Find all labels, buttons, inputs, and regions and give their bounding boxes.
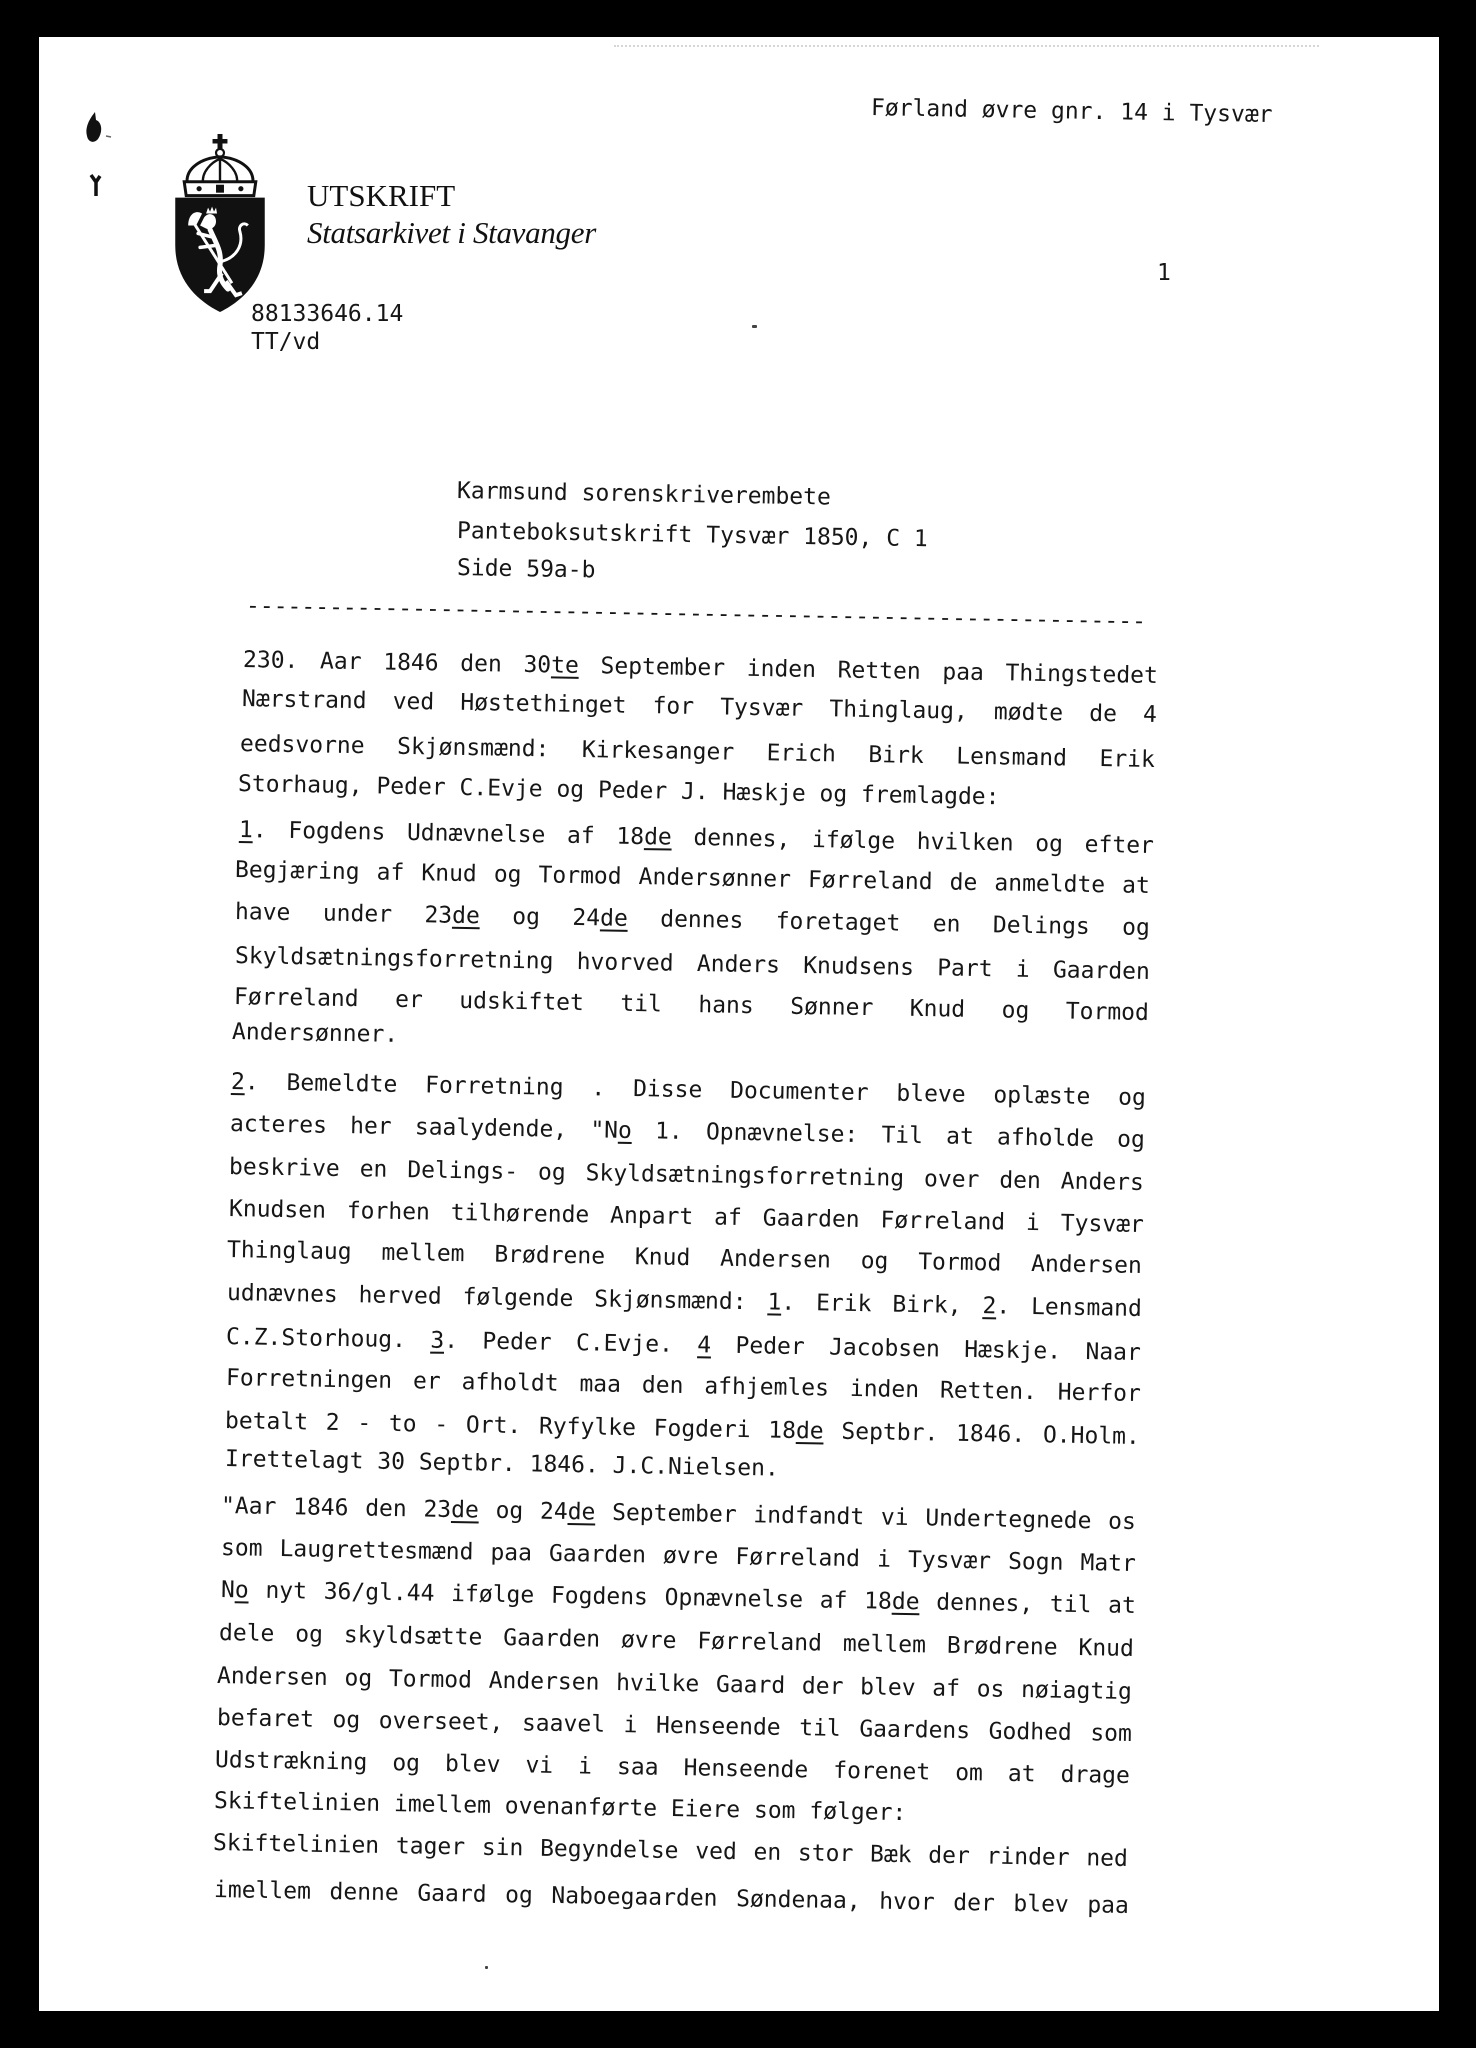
- stamp-title: UTSKRIFT: [307, 178, 456, 213]
- text-run: Storhaug, Peder C.Evje og Peder J. Hæskje og fremlagde:: [237, 771, 1000, 811]
- underlined-text: de: [643, 824, 673, 851]
- underlined-text: de: [567, 1499, 596, 1526]
- text-run: Irettelagt 30 Septbr. 1846. J.C.Nielsen.: [224, 1446, 780, 1482]
- text-run: Skiftelinien tager sin Begyndelse ved en stor Bæk der rinder ned: [212, 1830, 1129, 1872]
- scan-speck: [752, 325, 757, 328]
- text-run: dennes, ifølge hvilken og efter: [671, 824, 1155, 859]
- text-run: betalt 2 - to - Ort. Ryfylke Fogderi 18: [224, 1408, 797, 1444]
- text-run: udnævnes herved følgende Skjønsmænd:: [226, 1280, 768, 1316]
- underlined-text: de: [599, 905, 629, 932]
- text-run: Thinglaug mellem Brødrene Knud Andersen og Tormod Andersen: [226, 1237, 1143, 1279]
- text-run: eedsvorne Skjønsmænd: Kirkesanger Erich Birk Lensmand Erik: [239, 731, 1156, 773]
- text-run: som Laugrettesmænd paa Gaarden øvre Førreland i Tysvær Sogn Matr: [220, 1535, 1137, 1577]
- text-run: acteres her saalydende, "N: [229, 1111, 619, 1144]
- ink-dash: [106, 136, 111, 137]
- text-run: nyt 36/gl.44 ifølge Fogdens Opnævnelse af 18: [248, 1577, 893, 1615]
- crown-icon: [184, 134, 256, 196]
- text-run: . Peder C.Evje.: [443, 1327, 698, 1359]
- text-run: dennes, til at: [919, 1589, 1137, 1619]
- source-office: Karmsund sorenskriverembete: [456, 478, 832, 511]
- underlined-text: 2: [982, 1293, 997, 1320]
- text-run: . Bemeldte Forretning . Disse Documenter bleve oplæste og: [244, 1069, 1147, 1111]
- underlined-text: 4: [697, 1332, 712, 1359]
- body-line: [232, 1021, 399, 1047]
- ink-blot: [86, 112, 101, 142]
- text-run: befaret og overseet, saavel i Henseende til Gaardens Godhed som: [216, 1705, 1133, 1747]
- underlined-text: 2: [230, 1069, 246, 1096]
- text-run: Nærstrand ved Høstethinget for Tysvær Thinglaug, mødte de 4: [241, 686, 1158, 728]
- text-run: Forretningen er afholdt maa den afhjemles inden Retten. Herfor: [225, 1365, 1142, 1407]
- archive-name: Statsarkivet i Stavanger: [307, 215, 596, 250]
- scan-speck: [84, 112, 114, 202]
- text-run: . Fogdens Udnævnelse af 18: [252, 817, 645, 851]
- underlined-text: 1: [767, 1289, 782, 1316]
- underlined-text: 3: [430, 1327, 445, 1354]
- text-run: og 24: [478, 1497, 568, 1526]
- scan-artifact-line: [614, 45, 1319, 47]
- text-run: Andersen og Tormod Andersen hvilke Gaard der blev af os nøiagtig: [216, 1663, 1133, 1705]
- crown-jewel: [197, 186, 202, 191]
- underlined-text: te: [550, 652, 580, 679]
- text-run: Førreland er udskiftet til hans Sønner Knud og Tormod: [233, 984, 1150, 1026]
- underlined-text: de: [450, 1497, 480, 1524]
- underlined-text: o: [617, 1117, 633, 1145]
- text-run: Knudsen forhen tilhørende Anpart af Gaarden Førreland i Tysvær: [228, 1196, 1145, 1238]
- text-run: Skiftelinien imellem ovenanførte Eiere som følger:: [213, 1788, 907, 1827]
- underlined-text: de: [795, 1417, 824, 1445]
- text-run: Begjæring af Knud og Tormod Andersønner Førreland de anmeldte at: [234, 857, 1151, 899]
- crown-cross: [213, 134, 228, 149]
- underlined-text: 1: [238, 817, 254, 844]
- crown-jewel: [238, 186, 243, 191]
- text-run: og 24: [479, 903, 601, 932]
- text-run: Peder Jacobsen Hæskje. Naar: [710, 1332, 1142, 1366]
- text-run: Udstrækning og blev vi i saa Henseende forenet om at drage: [214, 1747, 1131, 1789]
- document-number: 88133646.14: [251, 301, 404, 327]
- text-run: "Aar 1846 den 23: [220, 1493, 452, 1524]
- underlined-text: de: [451, 902, 481, 930]
- text-run: C.Z.Storhoug.: [225, 1324, 431, 1354]
- text-run: beskrive en Delings- og Skyldsætningsforretning over den Anders: [228, 1154, 1145, 1196]
- text-run: . Erik Birk,: [781, 1289, 983, 1320]
- separator-line: -----------------------------------------------------------------: [245, 593, 1147, 635]
- text-run: 1. Opnævnelse: Til at afholde og: [631, 1118, 1146, 1153]
- text-run: Andersønner.: [231, 1019, 399, 1048]
- scan-speck: [485, 1966, 488, 1969]
- ink-mark: [91, 175, 100, 196]
- coat-of-arms-icon: [170, 134, 270, 313]
- source-record: Panteboksutskrift Tysvær 1850, C 1: [456, 518, 928, 553]
- text-run: Septbr. 1846. O.Holm.: [823, 1418, 1141, 1450]
- text-run: have under 23: [234, 899, 453, 929]
- text-run: 230. Aar 1846 den 30: [242, 647, 552, 679]
- property-reference: Førland øvre gnr. 14 i Tysvær: [870, 95, 1273, 129]
- text-run: Skyldsætningsforretning hvorved Anders Knudsens Part i Gaarden: [234, 943, 1151, 985]
- text-run: dele og skyldsætte Gaarden øvre Førreland mellem Brødrene Knud: [218, 1620, 1135, 1662]
- text-run: dennes foretaget en Delings og: [627, 905, 1151, 941]
- text-run: September indfandt vi Undertegnede os: [595, 1499, 1137, 1535]
- crown-jewel: [216, 185, 224, 193]
- text-run: imellem denne Gaard og Naboegaarden Søndenaa, hvor der blev paa: [213, 1877, 1130, 1919]
- source-pages: Side 59a-b: [456, 555, 596, 584]
- text-run: N: [220, 1577, 236, 1604]
- page-number: 1: [1157, 260, 1171, 286]
- underlined-text: de: [891, 1588, 920, 1616]
- underlined-text: o: [234, 1577, 249, 1604]
- text-run: . Lensmand: [996, 1293, 1143, 1322]
- initials: TT/vd: [251, 329, 321, 355]
- text-run: September inden Retten paa Thingstedet: [578, 652, 1159, 689]
